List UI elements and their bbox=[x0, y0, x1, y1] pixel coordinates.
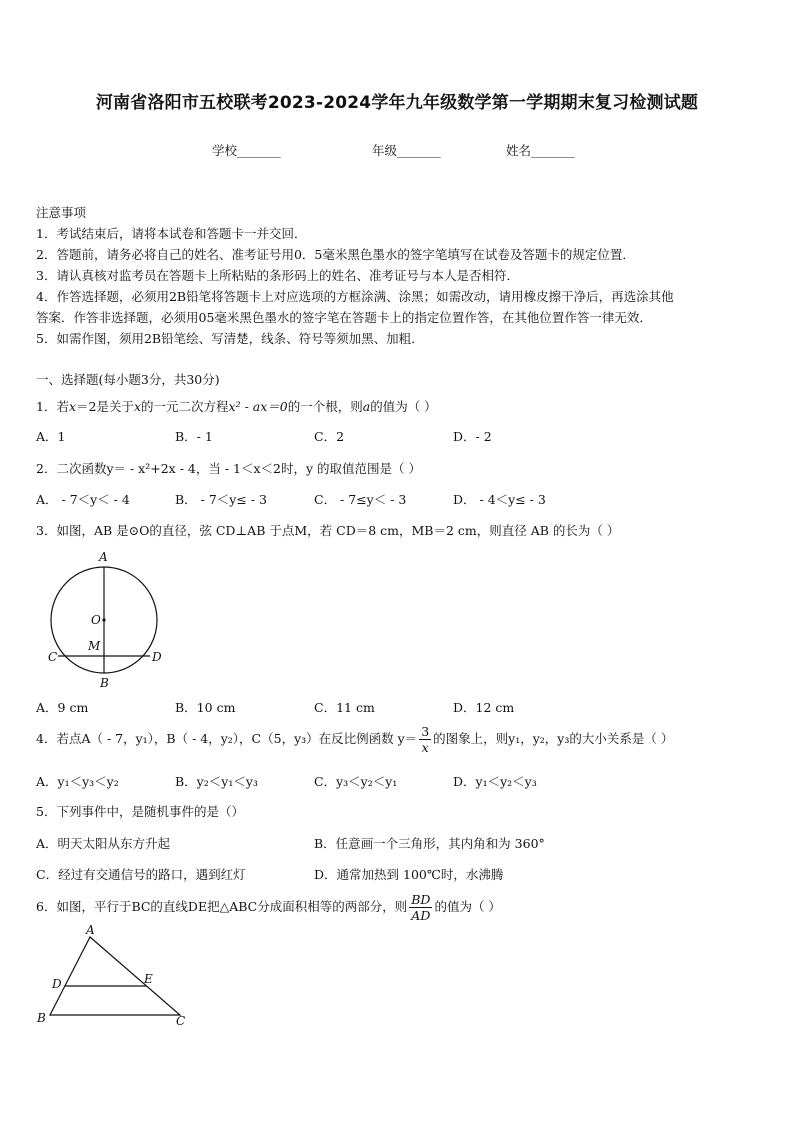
q5-option-d: D．通常加热到 100℃时，水沸腾 bbox=[314, 867, 504, 882]
page-title: 河南省洛阳市五校联考2023-2024学年九年级数学第一学期期末复习检测试题 bbox=[95, 93, 699, 113]
q6-text: 6．如图，平行于BC的直线DE把△ABC分成面积相等的两部分，则 bbox=[36, 899, 408, 914]
q1-var: x bbox=[133, 399, 142, 414]
q1-text: 1．若 bbox=[36, 399, 69, 414]
q1-var: x bbox=[68, 399, 77, 414]
label-d: D bbox=[52, 977, 62, 991]
notice-line: 5．如需作图，须用2B铅笔绘、写清楚，线条、符号等须加黑、加粗． bbox=[36, 331, 424, 346]
q1-equation: x² - ax＝0 bbox=[228, 399, 288, 414]
q3-option-c: C．11 cm bbox=[314, 700, 375, 715]
notice-line: 3．请认真核对监考员在答题卡上所粘贴的条形码上的姓名、准考证号与本人是否相符． bbox=[36, 268, 519, 283]
q4-option-d: D．y₁＜y₂＜y₃ bbox=[453, 774, 537, 789]
q3-option-d: D．12 cm bbox=[453, 700, 515, 715]
q4-option-a: A．y₁＜y₃＜y₂ bbox=[36, 774, 119, 789]
q4-option-c: C．y₃＜y₂＜y₁ bbox=[314, 774, 398, 789]
question-4 bbox=[36, 724, 673, 755]
q4-numerator: 3 bbox=[421, 724, 430, 739]
question-3: 3．如图，AB 是⊙O的直径，弦 CD⊥AB 于点M，若 CD＝8 cm，MB＝2 cm，则直径 AB 的长为（ ） bbox=[36, 523, 620, 538]
label-o: O bbox=[91, 613, 101, 627]
notice-line: 4．作答选择题，必须用2B铅笔将答题卡上对应选项的方框涂满、涂黑；如需改动，请用橡皮擦干净后，再选涂其他 bbox=[36, 289, 674, 304]
q5-option-b: B．任意画一个三角形，其内角和为 360° bbox=[314, 836, 545, 851]
q6-numerator: BD bbox=[411, 892, 431, 907]
q5-option-a: A．明天太阳从东方升起 bbox=[36, 836, 171, 851]
notice-heading: 注意事项 bbox=[36, 205, 87, 220]
label-m: M bbox=[88, 639, 101, 653]
q4-option-b: B．y₂＜y₁＜y₃ bbox=[175, 774, 258, 789]
q2-option-b: B． - 7＜y≤ - 3 bbox=[175, 492, 267, 507]
label-b: B bbox=[37, 1011, 46, 1025]
q1-option-a: A．1 bbox=[36, 429, 66, 444]
q4-denominator: x bbox=[421, 740, 429, 755]
label-b: B bbox=[100, 676, 109, 690]
q2-option-c: C． - 7≤y＜ - 3 bbox=[314, 492, 407, 507]
triangle-abc bbox=[50, 937, 180, 1015]
question-2: 2．二次函数y＝ - x²+2x - 4，当 - 1＜x＜2时，y 的取值范围是（ ） bbox=[36, 461, 421, 476]
q1-var: a bbox=[362, 399, 371, 414]
q1-option-b: B．- 1 bbox=[175, 429, 213, 444]
triangle-figure bbox=[32, 925, 202, 1035]
question-1 bbox=[36, 397, 437, 415]
notice-line: 答案．作答非选择题，必须用05毫米黑色墨水的签字笔在答题卡上的指定位置作答，在其他位置作答一律无效． bbox=[36, 310, 652, 325]
school-field: 学校_______ bbox=[212, 143, 281, 158]
q4-fraction bbox=[419, 724, 431, 755]
circle-figure bbox=[44, 548, 169, 693]
label-c: C bbox=[176, 1014, 186, 1028]
name-field: 姓名_______ bbox=[506, 143, 575, 158]
label-a: A bbox=[99, 550, 108, 564]
label-d: D bbox=[152, 650, 162, 664]
question-5: 5．下列事件中，是随机事件的是（） bbox=[36, 804, 244, 819]
q3-option-b: B．10 cm bbox=[175, 700, 236, 715]
center-point bbox=[102, 618, 105, 621]
q1-text: 的一个根，则 bbox=[287, 399, 363, 414]
q1-option-c: C．2 bbox=[314, 429, 345, 444]
q5-option-c: C．经过有交通信号的路口，遇到红灯 bbox=[36, 867, 246, 882]
q1-option-d: D．- 2 bbox=[453, 429, 492, 444]
notice-line: 1．考试结束后，请将本试卷和答题卡一并交回． bbox=[36, 226, 307, 241]
label-c: C bbox=[48, 650, 58, 664]
grade-field: 年级_______ bbox=[372, 143, 441, 158]
section-heading: 一、选择题(每小题3分，共30分) bbox=[36, 372, 220, 387]
question-6 bbox=[36, 892, 501, 923]
notice-line: 2．答题前，请务必将自己的姓名、准考证号用0．5毫米黑色墨水的签字笔填写在试卷及答题卡的规定位置． bbox=[36, 247, 635, 262]
q1-text: ＝2是关于 bbox=[76, 399, 134, 414]
q4-text: 的图象上，则y₁，y₂，y₃的大小关系是（ ） bbox=[433, 731, 674, 746]
label-a: A bbox=[86, 925, 95, 937]
q1-text: 的一元二次方程 bbox=[141, 399, 229, 414]
label-e: E bbox=[144, 972, 153, 986]
q3-option-a: A．9 cm bbox=[36, 700, 89, 715]
q2-option-d: D． - 4＜y≤ - 3 bbox=[453, 492, 546, 507]
q6-denominator: AD bbox=[411, 908, 431, 923]
q6-fraction bbox=[409, 892, 432, 923]
q2-option-a: A． - 7＜y＜ - 4 bbox=[36, 492, 130, 507]
q6-text: 的值为（ ） bbox=[434, 899, 501, 914]
q4-text: 4．若点A（ - 7，y₁），B（ - 4，y₂），C（5，y₃）在反比例函数 y＝ bbox=[36, 731, 418, 746]
q1-text: 的值为（ ） bbox=[370, 399, 437, 414]
